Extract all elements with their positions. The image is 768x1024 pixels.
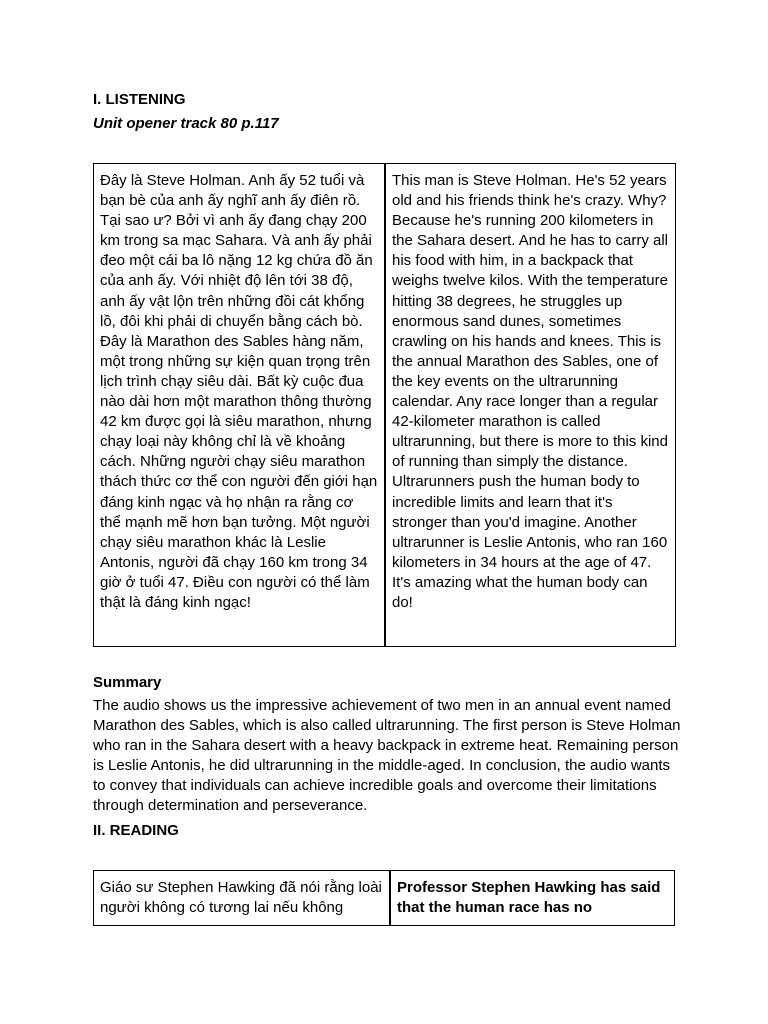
summary-title: Summary (93, 674, 162, 691)
vietnamese-translation-cell: Đây là Steve Holman. Anh ấy 52 tuổi và bạn bè của anh ấy nghĩ anh ấy điên rồ. Tại sao ư? Bởi vì anh ấy đang chạy 200 km trong sa mạc Sahara. Và anh ấy phải đeo một cái ba lô nặng 12 kg chứa đồ ăn của anh ấy. Với nhiệt độ lên tới 38 độ, anh ấy vật lộn trên những đồi cát khổng lồ, đôi khi phải di chuyển bằng cách bò. Đây là Marathon des Sables hàng năm, một trong những sự kiện quan trọng trên lịch trình chạy siêu dài. Bất kỳ cuộc đua nào dài hơn một marathon thông thường 42 km được gọi là siêu marathon, nhưng chạy loại này không chỉ là về khoảng cách. Những người chạy siêu marathon thách thức cơ thể con người đến giới hạn đáng kinh ngạc và họ nhận ra rằng cơ thể mạnh mẽ hơn bạn tưởng. Một người chạy siêu marathon khác là Leslie Antonis, người đã chạy 160 km trong 34 giờ ở tuổi 47. Điều con người có thể làm thật là đáng kinh ngạc! (94, 164, 386, 646)
reading-english-cell: Professor Stephen Hawking has said that the human race has no (397, 879, 661, 917)
english-transcript-cell: This man is Steve Holman. He's 52 years old and his friends think he's crazy. Why? Because he's running 200 kilometers in the Sahara desert. And he has to carry all his food with him, in a backpack that weighs twelve kilos. With the temperature hitting 38 degrees, he struggles up enormous sand dunes, sometimes crawling on his hands and knees. This is the annual Marathon des Sables, one of the key events on the ultrarunning calendar. Any race longer than a regular 42-kilometer marathon is called ultrarunning, but there is more to this kind of running than simply the distance. Ultrarunners push the human body to incredible limits and learn that it's stronger than you'd imagine. Another ultrarunner is Leslie Antonis, who ran 160 kilometers in 34 hours at the age of 47. It's amazing what the human body can do! (392, 172, 668, 611)
listening-translation-table (93, 163, 676, 647)
track-subheading: Unit opener track 80 p.117 (93, 115, 279, 132)
listening-heading: I. LISTENING (93, 91, 186, 108)
summary-paragraph: The audio shows us the impressive achievement of two men in an annual event named Marathon des Sables, which is also called ultrarunning. The first person is Steve Holman who ran in the Sahara desert with a heavy backpack in extreme heat. Remaining person is Leslie Antonis, he did ultrarunning in the middle-aged. In conclusion, the audio wants to convey that individuals can achieve incredible goals and overcome their limitations through determination and perseverance. (93, 697, 681, 815)
reading-vietnamese-cell: Giáo sư Stephen Hawking đã nói rằng loài người không có tương lai nếu không (94, 871, 391, 925)
reading-heading: II. READING (93, 822, 179, 839)
reading-translation-table (93, 870, 675, 926)
